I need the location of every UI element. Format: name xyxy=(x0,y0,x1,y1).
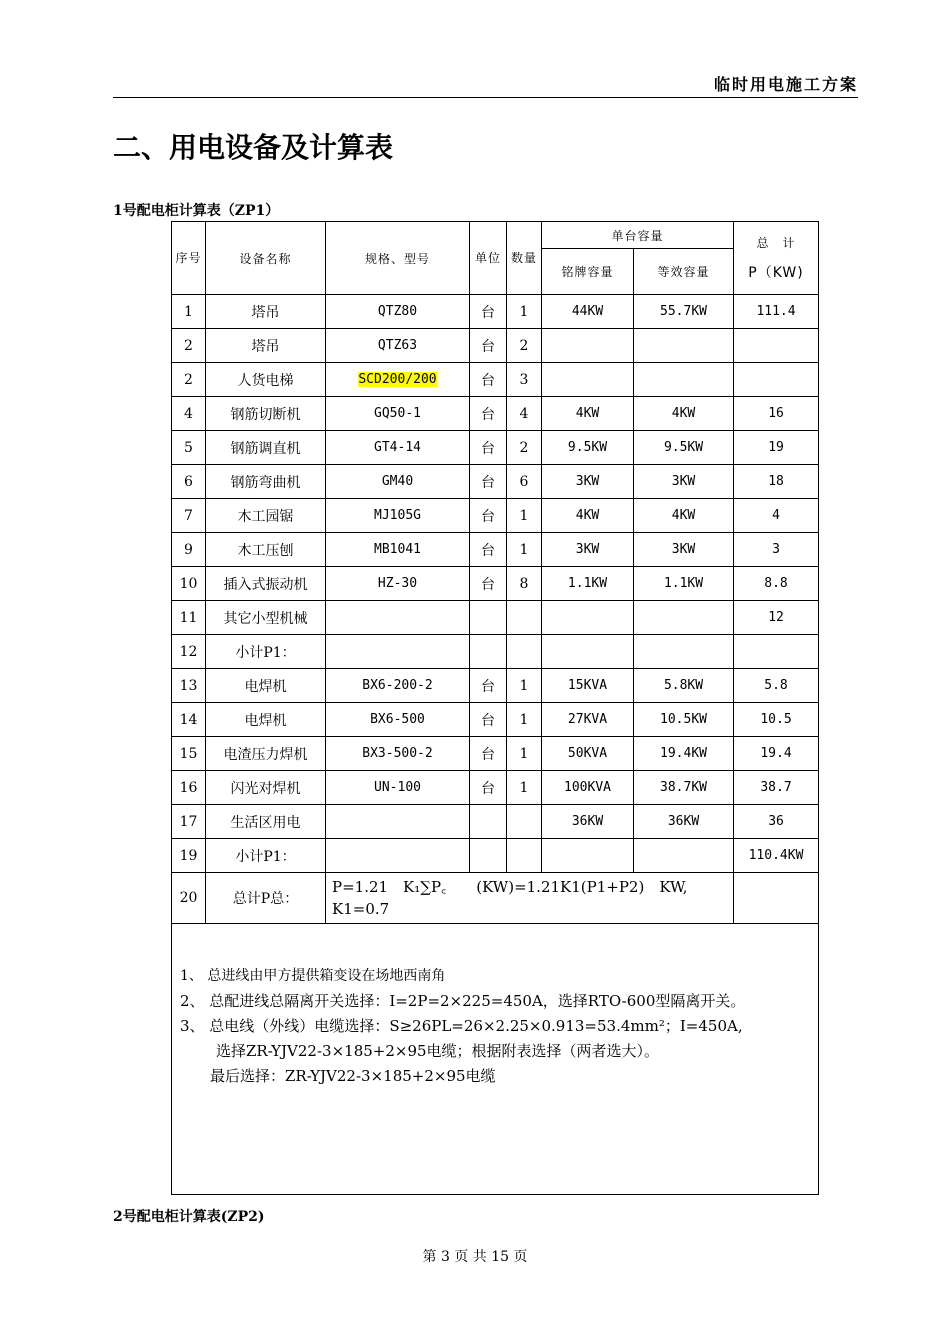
cell-unit: 台 xyxy=(470,295,507,329)
cell-qty: 1 xyxy=(507,737,542,771)
cell-equiv: 55.7KW xyxy=(634,295,734,329)
zp1-calc-table xyxy=(171,221,819,1195)
note-2: 2、 总配进线总隔离开关选择：I=2P=2×225=450A，选择RTO-600型隔离开关。 xyxy=(180,992,746,1010)
cell-total: 38.7 xyxy=(734,771,819,805)
cell-seq: 19 xyxy=(172,839,206,873)
cell-model xyxy=(326,839,470,873)
cell-qty: 3 xyxy=(507,363,542,397)
col-header-single-capacity: 单台容量 xyxy=(542,222,734,249)
cell-seq: 14 xyxy=(172,703,206,737)
cell-seq: 20 xyxy=(172,873,206,924)
cell-equiv: 19.4KW xyxy=(634,737,734,771)
table-row xyxy=(172,737,819,771)
col-header-unit: 单位 xyxy=(470,222,507,295)
cell-rated: 3KW xyxy=(542,533,634,567)
cell-unit: 台 xyxy=(470,703,507,737)
cell-unit: 台 xyxy=(470,397,507,431)
cell-unit: 台 xyxy=(470,363,507,397)
cell-seq: 7 xyxy=(172,499,206,533)
col-header-rated: 铭牌容量 xyxy=(542,249,634,295)
cell-qty xyxy=(507,635,542,669)
cell-qty: 2 xyxy=(507,431,542,465)
cell-total: 16 xyxy=(734,397,819,431)
note-3 xyxy=(180,1014,812,1039)
table-row xyxy=(172,669,819,703)
total-formula-line1: P=1.21 K₁∑P꜀ (KW)=1.21K1(P1+P2) KW, xyxy=(332,878,688,896)
cell-rated: 3KW xyxy=(542,465,634,499)
cell-unit: 台 xyxy=(470,499,507,533)
cell-rated xyxy=(542,601,634,635)
cell-rated: 44KW xyxy=(542,295,634,329)
cell-total: 12 xyxy=(734,601,819,635)
cell-seq: 15 xyxy=(172,737,206,771)
cell-equiv: 9.5KW xyxy=(634,431,734,465)
table-row xyxy=(172,295,819,329)
notes-row xyxy=(172,924,819,1195)
document-header-title: 临时用电施工方案 xyxy=(713,75,858,94)
cell-unit: 台 xyxy=(470,465,507,499)
cell-rated xyxy=(542,839,634,873)
cell-seq: 13 xyxy=(172,669,206,703)
cell-seq: 6 xyxy=(172,465,206,499)
cell-qty: 1 xyxy=(507,669,542,703)
table-row xyxy=(172,499,819,533)
cell-unit: 台 xyxy=(470,431,507,465)
table-row xyxy=(172,363,819,397)
cell-seq: 10 xyxy=(172,567,206,601)
table-row xyxy=(172,567,819,601)
cell-model: BX3-500-2 xyxy=(326,737,470,771)
cell-equiv: 36KW xyxy=(634,805,734,839)
total-formula-line2: K1=0.7 xyxy=(332,900,390,918)
cell-model xyxy=(326,601,470,635)
cell-seq: 16 xyxy=(172,771,206,805)
cell-model xyxy=(326,805,470,839)
cell-equiv: 38.7KW xyxy=(634,771,734,805)
cell-equiv xyxy=(634,601,734,635)
total-row xyxy=(172,873,819,924)
cell-total: 18 xyxy=(734,465,819,499)
cell-rated: 1.1KW xyxy=(542,567,634,601)
cell-unit xyxy=(470,839,507,873)
section-title: 二、用电设备及计算表 xyxy=(113,131,394,164)
cell-total: 36 xyxy=(734,805,819,839)
header-rule xyxy=(113,97,858,98)
cell-total: 111.4 xyxy=(734,295,819,329)
cell-rated xyxy=(542,635,634,669)
cell-name: 小计P1： xyxy=(206,839,326,873)
cell-rated: 36KW xyxy=(542,805,634,839)
cell-qty: 4 xyxy=(507,397,542,431)
cell-model: UN-100 xyxy=(326,771,470,805)
cell-name: 插入式振动机 xyxy=(206,567,326,601)
cell-model: MJ105G xyxy=(326,499,470,533)
cell-name: 塔吊 xyxy=(206,295,326,329)
cell-total: 19.4 xyxy=(734,737,819,771)
cell-name: 生活区用电 xyxy=(206,805,326,839)
cell-qty xyxy=(507,839,542,873)
cell-rated: 50KVA xyxy=(542,737,634,771)
cell-rated: 27KVA xyxy=(542,703,634,737)
note-1: 1、 总进线由甲方提供箱变设在场地西南角 xyxy=(180,968,446,984)
col-header-total-unit: P（KW) xyxy=(748,265,804,281)
table-row xyxy=(172,805,819,839)
cell-equiv: 4KW xyxy=(634,397,734,431)
cell-equiv xyxy=(634,329,734,363)
cell-equiv: 10.5KW xyxy=(634,703,734,737)
cell-qty: 8 xyxy=(507,567,542,601)
table2-title: 2号配电柜计算表(ZP2) xyxy=(113,1209,265,1225)
cell-total: 10.5 xyxy=(734,703,819,737)
cell-name: 电焊机 xyxy=(206,703,326,737)
table-row xyxy=(172,465,819,499)
cell-model: MB1041 xyxy=(326,533,470,567)
cell-unit: 台 xyxy=(470,771,507,805)
cell-rated: 9.5KW xyxy=(542,431,634,465)
table-row xyxy=(172,329,819,363)
table-row xyxy=(172,533,819,567)
table-row xyxy=(172,839,819,873)
cell-unit: 台 xyxy=(470,329,507,363)
cell-total: 4 xyxy=(734,499,819,533)
col-header-seq: 序号 xyxy=(172,222,206,295)
cell-seq: 5 xyxy=(172,431,206,465)
cell-equiv: 3KW xyxy=(634,533,734,567)
cell-total xyxy=(734,635,819,669)
col-header-name: 设备名称 xyxy=(206,222,326,295)
cell-seq: 17 xyxy=(172,805,206,839)
cell-seq: 9 xyxy=(172,533,206,567)
page-footer: 第 3 页 共 15 页 xyxy=(422,1249,528,1265)
cell-rated: 100KVA xyxy=(542,771,634,805)
cell-equiv: 3KW xyxy=(634,465,734,499)
note-3-line3: 最后选择：ZR-YJV22-3×185+2×95电缆 xyxy=(210,1067,496,1085)
cell-total: 19 xyxy=(734,431,819,465)
cell-name: 电焊机 xyxy=(206,669,326,703)
col-header-qty: 数量 xyxy=(507,222,542,295)
col-header-model: 规格、型号 xyxy=(326,222,470,295)
cell-seq: 4 xyxy=(172,397,206,431)
cell-model: HZ-30 xyxy=(326,567,470,601)
table-row xyxy=(172,771,819,805)
table-row xyxy=(172,397,819,431)
cell-rated: 15KVA xyxy=(542,669,634,703)
col-header-equiv: 等效容量 xyxy=(634,249,734,295)
cell-unit: 台 xyxy=(470,737,507,771)
cell-qty xyxy=(507,805,542,839)
cell-rated: 4KW xyxy=(542,397,634,431)
cell-model: GM40 xyxy=(326,465,470,499)
table-row xyxy=(172,431,819,465)
cell-seq: 2 xyxy=(172,363,206,397)
cell-rated xyxy=(542,329,634,363)
cell-model xyxy=(326,635,470,669)
cell-name: 其它小型机械 xyxy=(206,601,326,635)
cell-model: BX6-200-2 xyxy=(326,669,470,703)
total-label: 总计P总： xyxy=(206,873,326,924)
cell-seq: 11 xyxy=(172,601,206,635)
cell-equiv: 4KW xyxy=(634,499,734,533)
table1-title: 1号配电柜计算表（ZP1） xyxy=(113,203,280,219)
table-row xyxy=(172,703,819,737)
cell-name: 钢筋切断机 xyxy=(206,397,326,431)
cell-unit: 台 xyxy=(470,669,507,703)
col-header-total-label: 总 计 xyxy=(756,236,796,250)
cell-total xyxy=(734,363,819,397)
col-header-total xyxy=(734,222,819,295)
cell-name: 钢筋弯曲机 xyxy=(206,465,326,499)
cell-name: 小计P1： xyxy=(206,635,326,669)
cell-equiv xyxy=(634,839,734,873)
cell-total: 110.4KW xyxy=(734,839,819,873)
cell-name: 钢筋调直机 xyxy=(206,431,326,465)
notes-cell xyxy=(172,924,819,1195)
table-row xyxy=(172,635,819,669)
cell-qty: 1 xyxy=(507,771,542,805)
cell-model: GQ50-1 xyxy=(326,397,470,431)
cell-name: 闪光对焊机 xyxy=(206,771,326,805)
cell-model: QTZ63 xyxy=(326,329,470,363)
cell-qty: 6 xyxy=(507,465,542,499)
cell-name: 人货电梯 xyxy=(206,363,326,397)
cell-qty: 1 xyxy=(507,295,542,329)
cell-unit xyxy=(470,805,507,839)
cell-unit: 台 xyxy=(470,533,507,567)
cell-model: GT4-14 xyxy=(326,431,470,465)
cell-qty: 1 xyxy=(507,499,542,533)
cell-total xyxy=(734,329,819,363)
cell-total xyxy=(734,873,819,924)
cell-qty xyxy=(507,601,542,635)
note-3-line2: 选择ZR-YJV22-3×185+2×95电缆；根据附表选择（两者选大）。 xyxy=(216,1042,660,1060)
cell-qty: 2 xyxy=(507,329,542,363)
cell-total: 5.8 xyxy=(734,669,819,703)
cell-unit: 台 xyxy=(470,567,507,601)
cell-unit xyxy=(470,635,507,669)
cell-model: BX6-500 xyxy=(326,703,470,737)
total-formula xyxy=(326,873,734,924)
cell-seq: 1 xyxy=(172,295,206,329)
table-row xyxy=(172,601,819,635)
cell-qty: 1 xyxy=(507,703,542,737)
cell-rated: 4KW xyxy=(542,499,634,533)
cell-model: QTZ80 xyxy=(326,295,470,329)
cell-equiv xyxy=(634,635,734,669)
cell-name: 电渣压力焊机 xyxy=(206,737,326,771)
cell-unit xyxy=(470,601,507,635)
cell-total: 3 xyxy=(734,533,819,567)
highlighted-model: SCD200/200 xyxy=(358,372,437,387)
cell-qty: 1 xyxy=(507,533,542,567)
note-3-line1: 3、 总电线（外线）电缆选择：S≥26PL=26×2.25×0.913=53.4mm²；I=450A, xyxy=(180,1017,743,1035)
cell-name: 木工压刨 xyxy=(206,533,326,567)
cell-equiv xyxy=(634,363,734,397)
cell-equiv: 1.1KW xyxy=(634,567,734,601)
cell-seq: 2 xyxy=(172,329,206,363)
cell-equiv: 5.8KW xyxy=(634,669,734,703)
cell-model xyxy=(326,363,470,397)
cell-name: 塔吊 xyxy=(206,329,326,363)
cell-seq: 12 xyxy=(172,635,206,669)
cell-name: 木工园锯 xyxy=(206,499,326,533)
cell-rated xyxy=(542,363,634,397)
cell-total: 8.8 xyxy=(734,567,819,601)
